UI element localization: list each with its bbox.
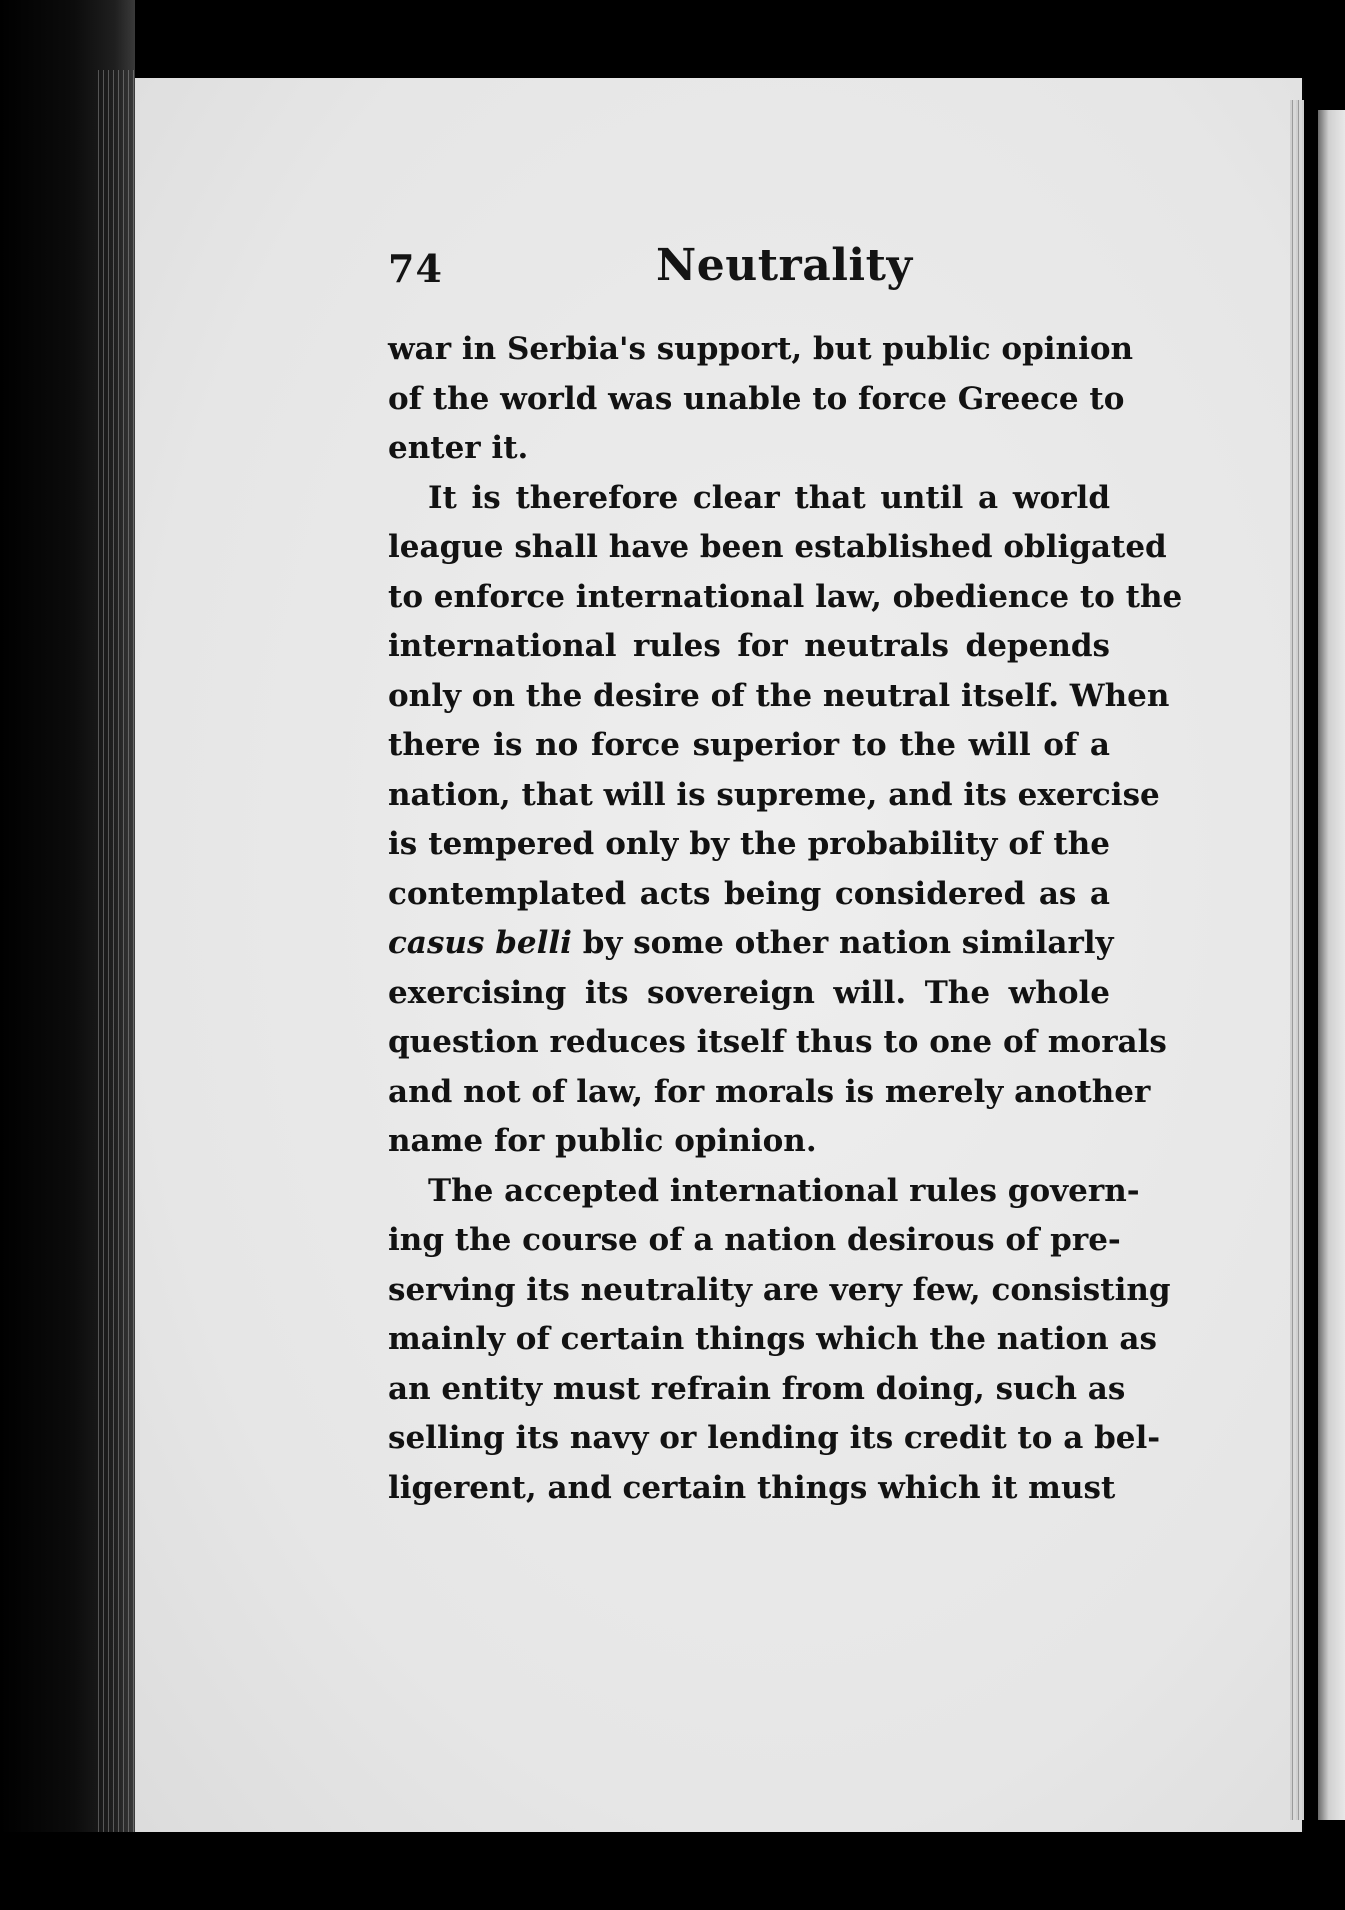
text-line (388, 1315, 1157, 1365)
text-line (388, 1068, 1151, 1118)
line-text: selling its navy or lending its credit to a bel- (388, 1420, 1161, 1456)
line-text: an entity must refrain from doing, such as (388, 1370, 1126, 1407)
line-text: ing the course of a nation desirous of pre- (388, 1222, 1121, 1258)
line-text: and not of law, for morals is merely another (388, 1073, 1151, 1110)
text-line (388, 1117, 1110, 1167)
body-text (388, 325, 1183, 1513)
line-text: question reduces itself thus to one of morals (388, 1024, 1167, 1060)
line-text: serving its neutrality are very few, consisting (388, 1271, 1171, 1308)
line-text: mainly of certain things which the nation as (388, 1321, 1157, 1357)
line-text: exercising its sovereign will. The whole (388, 974, 1110, 1011)
line-text: name for public opinion. (388, 1123, 817, 1159)
text-line (388, 523, 1167, 573)
line-text: by some other nation similarly (571, 925, 1114, 961)
text-line (388, 1266, 1171, 1316)
text-line (388, 721, 1110, 771)
text-line (388, 771, 1160, 821)
line-text: only on the desire of the neutral itself. When (388, 677, 1170, 714)
text-line (388, 672, 1170, 722)
text-line (388, 1464, 1116, 1514)
line-text: to enforce international law, obedience to the (388, 578, 1183, 615)
scan-top-margin (0, 0, 1345, 78)
text-line (388, 325, 1134, 375)
italic-phrase: casus belli (388, 925, 572, 961)
line-text: war in Serbia's support, but public opinion (388, 331, 1134, 367)
page-stack-edges-left (98, 70, 138, 1860)
line-text: The accepted international rules govern- (428, 1172, 1140, 1209)
line-text: nation, that will is supreme, and its exercise (388, 776, 1160, 813)
text-line (388, 375, 1125, 425)
page-stack-edges-right (1290, 100, 1304, 1820)
text-line (388, 622, 1110, 672)
text-line (388, 1365, 1126, 1415)
text-line (388, 474, 1110, 524)
line-text: international rules for neutrals depends (388, 628, 1110, 664)
running-title: Neutrality (656, 240, 913, 291)
text-line (388, 1414, 1161, 1464)
line-text: contemplated acts being considered as a (388, 875, 1110, 912)
text-line (388, 919, 1114, 969)
text-line (388, 573, 1183, 623)
page-number: 74 (388, 246, 443, 291)
scan-bottom-margin (0, 1832, 1345, 1910)
text-line (388, 1018, 1167, 1068)
line-text: of the world was unable to force Greece to (388, 380, 1125, 417)
line-text: ligerent, and certain things which it must (388, 1469, 1116, 1506)
line-text: league shall have been established obligated (388, 529, 1167, 565)
line-text: is tempered only by the probability of the (388, 826, 1110, 862)
line-text: there is no force superior to the will of a (388, 727, 1110, 763)
running-header (388, 240, 1108, 300)
text-line (388, 820, 1110, 870)
facing-page-sliver (1318, 110, 1345, 1820)
text-line (388, 870, 1110, 920)
text-line (388, 1216, 1121, 1266)
line-text: It is therefore clear that until a world (428, 479, 1110, 516)
text-line (388, 969, 1110, 1019)
text-line (388, 1167, 1140, 1217)
line-text: enter it. (388, 430, 529, 466)
text-line (388, 424, 1110, 474)
